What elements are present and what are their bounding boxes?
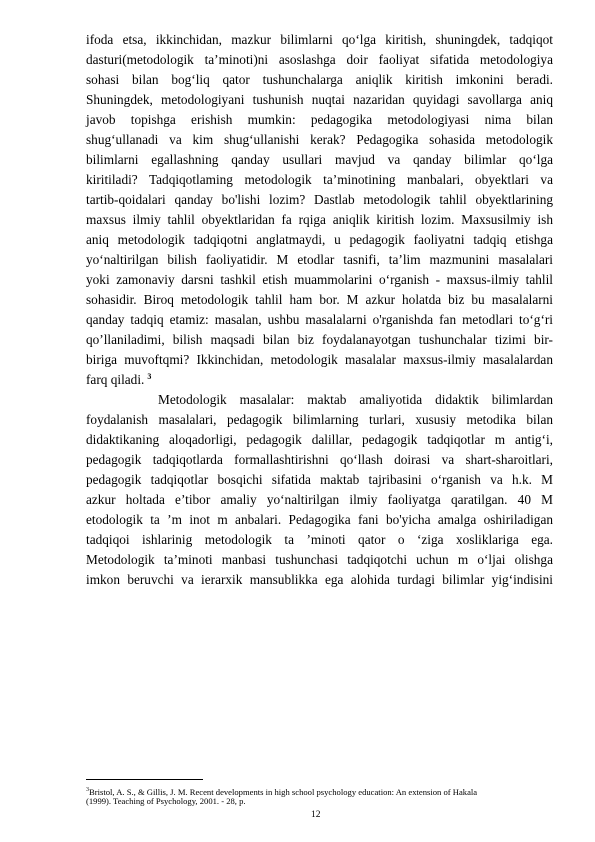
text-line: azkur holtada e’tibor amaliy yo‘naltirilgan ilmiy faoliyatga qaratilgan. 40 M <box>86 492 553 507</box>
footnote-number: 3 <box>86 787 89 793</box>
text-line: sohasidir. Biroq metodologik tahlil ham bor. M azkur holatda biz bu masalalarni <box>86 292 553 307</box>
text-line: qanday tadqiq etamiz: masalan, ushbu masalalarni o'rganishda fan metodlari to‘g‘ri <box>86 312 553 327</box>
text-line: sohasi bilan bog‘liq qator tushunchalarga aniqlik kiritish imkonini beradi. <box>86 72 553 87</box>
footnote-reference: 3 <box>147 371 152 381</box>
text-line: tadqiqoi ishlarinig metodologik ta ’minoti qator o ‘ziga xosliklariga ega. <box>86 532 553 547</box>
text-line: etodologik ta ’m inot m anbalari. Pedagogika fani bo'yicha amalga oshiriladigan <box>86 512 553 527</box>
paragraph-first-line: Metodologik masalalar: maktab amaliyotida didaktik bilimlardan <box>158 392 553 407</box>
text-line: didaktikaning aloqadorligi, pedagogik dalillar, pedagogik tadqiqotlar m antig‘i, <box>86 432 553 447</box>
text-line: pedagogik tadqiqotlarda formallashtirishni qo‘llash doirasi va shart-sharoitlari, <box>86 452 553 467</box>
text-line: pedagogik tadqiqotlar bosqichi sifatida maktab tajribasini o‘rganish va h.k. M <box>86 472 553 487</box>
text-line: Shuningdek, metodologiyani tushunish nuqtai nazaridan quyidagi savollarga aniq <box>86 92 553 107</box>
text-line: qo’llaniladimi, bilish maqsadi bilan biz foydalanayotgan tushunchalar tizimi bir- <box>86 332 553 347</box>
text-line: maxsus ilmiy tahlil obyektlaridan fa rqiga aniqlik kiritish lozim. Maxsusilmiy ish <box>86 212 553 227</box>
text-line: yo‘naltirilgan bilish faoliyatidir. M etodlar tasnifi, ta’lim mazmunini masalalari <box>86 252 553 267</box>
page-number: 12 <box>311 810 321 820</box>
text-line: farq qiladi. <box>86 372 145 387</box>
text-line-with-ref <box>86 370 553 390</box>
footnote-line-2: (1999). Teaching of Psychology, 2001. - 28, p. <box>86 796 246 806</box>
text-line: Metodologik ta’minoti manbasi tushunchasi tadqiqotchi uchun m o‘ljai olishga <box>86 552 553 567</box>
text-line: biriga muvoftqmi? Ikkinchidan, metodologik masalalar maxsus-ilmiy masalalardan <box>86 352 553 367</box>
text-line: javob topishga erishish mumkin: pedagogika metodologiyasi nima bilan <box>86 112 553 127</box>
text-line: dasturi(metodologik ta’minoti)ni asoslashga doir faoliyat sifatida metodologiya <box>86 52 553 67</box>
text-line: aniq metodologik tadqiqotni anglatmaydi, u pedagogik faoliyatni tadqiq etishga <box>86 232 553 247</box>
text-line: bilimlarni egallashning qanday usullari mavjud va qanday bilimlar qo‘lga <box>86 152 553 167</box>
footnote-divider <box>86 779 203 780</box>
text-line: yoki zamonaviy darsni tashkil etish muammolarini o‘rganish - maxsus-ilmiy tahlil <box>86 272 553 287</box>
text-line: imkon beruvchi va ierarxik mansublikka ega alohida turdagi bilimlar yig‘indisini <box>86 572 553 587</box>
text-line: shug‘ullanadi va kim shug‘ullanishi kerak? Pedagogika sohasida metodologik <box>86 132 553 147</box>
text-line: tartib-qoidalari qanday bo'lishi lozim? Dastlab metodologik tahlil obyektlarining <box>86 192 553 207</box>
footnote-text-1: Bristol, A. S., & Gillis, J. M. Recent developments in high school psychology education: An extension of Hakala <box>89 786 478 797</box>
text-line: foydalanish masalalari, pedagogik bilimlarning turlari, xususiy metodika bilan <box>86 412 553 427</box>
text-line: kiritiladi? Tadqiqotlaming metodologik ta’minotining manbalari, obyektlari va <box>86 172 553 187</box>
text-line: ifoda etsa, ikkinchidan, mazkur bilimlarni qo‘lga kiritish, shuningdek, tadqiqot <box>86 32 553 47</box>
